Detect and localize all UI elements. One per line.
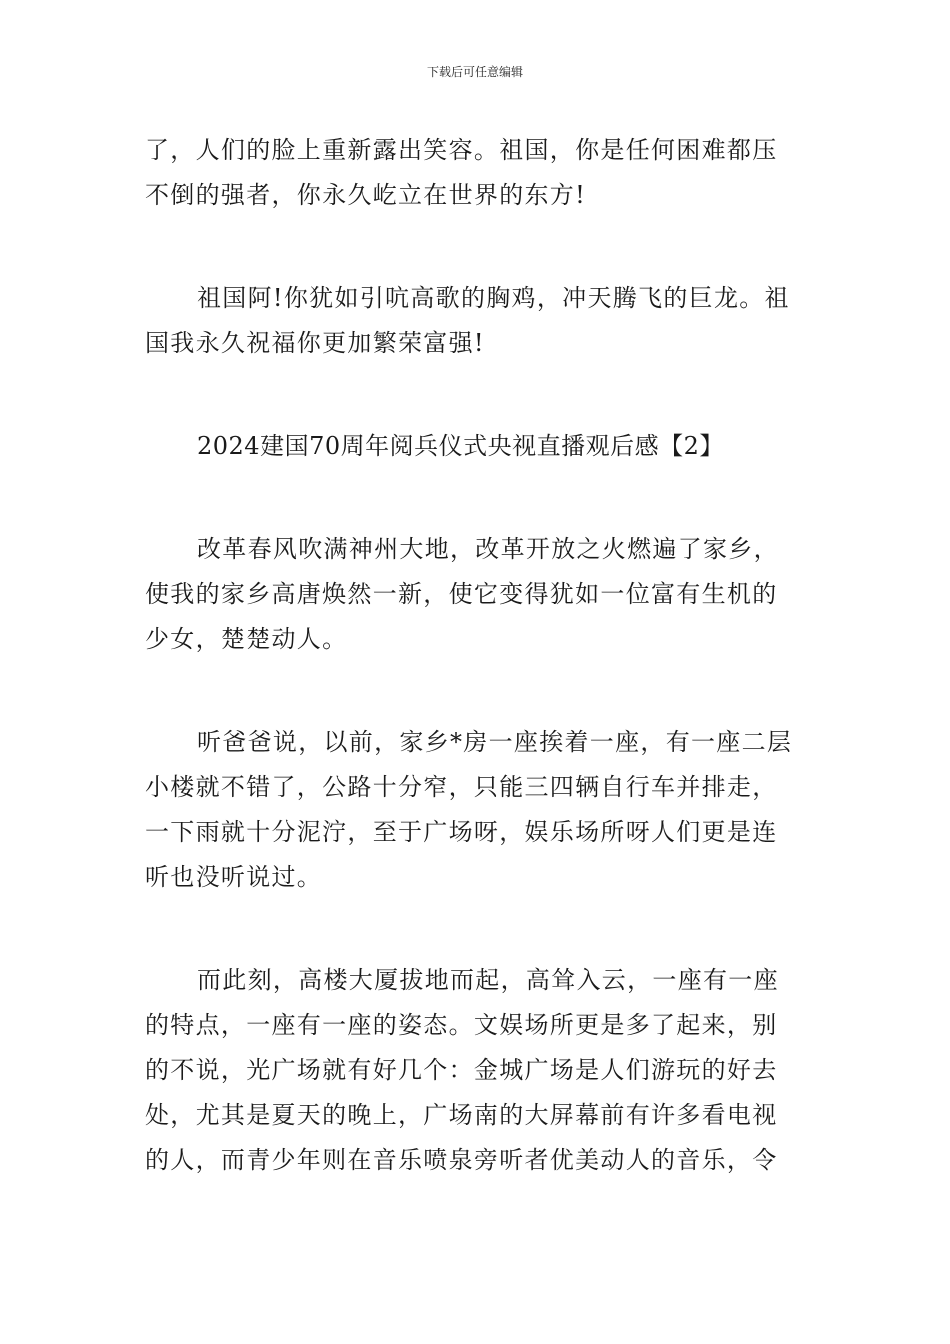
text-line: 处，尤其是夏天的晚上，广场南的大屏幕前有许多看电视 bbox=[145, 1101, 778, 1129]
text-line: 国我永久祝福你更加繁荣富强! bbox=[145, 329, 485, 357]
text-line: 的人，而青少年则在音乐喷泉旁听者优美动人的音乐，令 bbox=[145, 1146, 778, 1174]
text-line: 而此刻，高楼大厦拔地而起，高耸入云，一座有一座 bbox=[197, 966, 779, 994]
paragraph-2 bbox=[145, 276, 807, 366]
paragraph-spacer bbox=[145, 662, 807, 720]
text-line: 一下雨就十分泥泞，至于广场呀，娱乐场所呀人们更是连 bbox=[145, 818, 778, 846]
text-line: 听爸爸说，以前，家乡*房一座挨着一座，有一座二层 bbox=[197, 728, 793, 756]
paragraph-4 bbox=[145, 720, 807, 900]
text-line: 不倒的强者，你永久屹立在世界的东方! bbox=[145, 181, 587, 209]
section-title: 2024建国70周年阅兵仪式央视直播观后感【2】 bbox=[197, 432, 724, 460]
paragraph-spacer bbox=[145, 218, 807, 276]
text-line: 使我的家乡高唐焕然一新，使它变得犹如一位富有生机的 bbox=[145, 580, 778, 608]
text-line: 的不说，光广场就有好几个：金城广场是人们游玩的好去 bbox=[145, 1056, 778, 1084]
paragraph-3 bbox=[145, 527, 807, 662]
paragraph-5 bbox=[145, 958, 807, 1183]
text-line: 祖国阿!你犹如引吭高歌的胸鸡，冲天腾飞的巨龙。祖 bbox=[197, 284, 790, 312]
text-line: 少女，楚楚动人。 bbox=[145, 625, 348, 653]
text-line: 听也没听说过。 bbox=[145, 863, 323, 891]
text-line: 小楼就不错了，公路十分窄，只能三四辆自行车并排走， bbox=[145, 773, 778, 801]
paragraph-spacer bbox=[145, 366, 807, 424]
paragraph-spacer bbox=[145, 900, 807, 958]
text-line: 了，人们的脸上重新露出笑容。祖国，你是任何困难都压 bbox=[145, 136, 778, 164]
document-body bbox=[145, 128, 807, 1183]
text-line: 改革春风吹满神州大地，改革开放之火燃遍了家乡， bbox=[197, 535, 779, 563]
text-line: 的特点，一座有一座的姿态。文娱场所更是多了起来，别 bbox=[145, 1011, 778, 1039]
paragraph-1 bbox=[145, 128, 807, 218]
page-header-note: 下载后可任意编辑 bbox=[426, 65, 523, 79]
paragraph-spacer bbox=[145, 469, 807, 527]
